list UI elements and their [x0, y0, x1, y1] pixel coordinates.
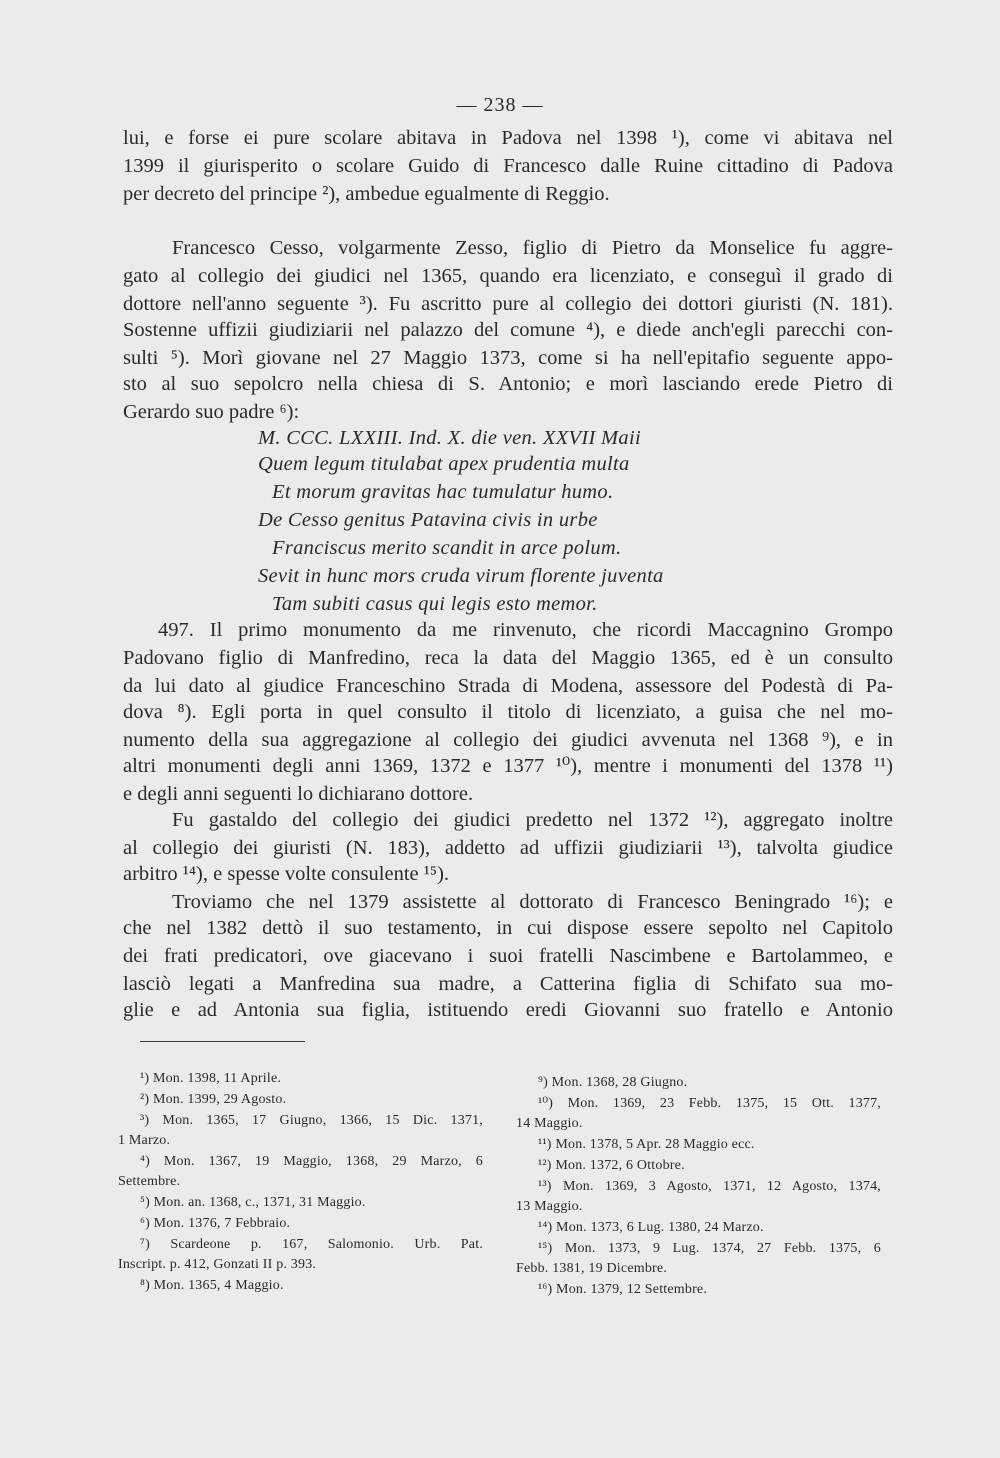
body-line: sulti ⁵). Morì giovane nel 27 Maggio 1373, come si ha nell'epitafio seguente appo- [123, 347, 893, 369]
body-line: Sostenne uffizii giudiziarii nel palazzo del comune ⁴), e diede anch'egli parecchi con- [123, 319, 893, 341]
epitaph-line: Quem legum titulabat apex prudentia multa [258, 453, 630, 475]
body-line: Troviamo che nel 1379 assistette al dottorato di Francesco Beningrado ¹⁶); e [172, 891, 893, 913]
footnote: ³) Mon. 1365, 17 Giugno, 1366, 15 Dic. 1371, [140, 1113, 483, 1128]
body-line: Gerardo suo padre ⁶): [123, 401, 300, 423]
footnote: ⁶) Mon. 1376, 7 Febbraio. [140, 1216, 291, 1231]
body-line: Padovano figlio di Manfredino, reca la data del Maggio 1365, ed è un consulto [123, 647, 893, 669]
footnote: ²) Mon. 1399, 29 Agosto. [140, 1092, 287, 1107]
footnote-continuation: Febb. 1381, 19 Dicembre. [516, 1261, 667, 1276]
epitaph-line: Et morum gravitas hac tumulatur humo. [272, 481, 614, 503]
body-line: che nel 1382 dettò il suo testamento, in cui dispose essere sepolto nel Capitolo [123, 917, 893, 939]
footnote: ⁵) Mon. an. 1368, c., 1371, 31 Maggio. [140, 1195, 366, 1210]
footnote: ⁷) Scardeone p. 167, Salomonio. Urb. Pat. [140, 1237, 483, 1252]
footnote: ¹³) Mon. 1369, 3 Agosto, 1371, 12 Agosto, 1374, [538, 1179, 881, 1194]
epitaph-line: De Cesso genitus Patavina civis in urbe [258, 509, 598, 531]
footnote-separator [140, 1041, 305, 1042]
body-line: al collegio dei giuristi (N. 183), addetto ad uffizii giudiziarii ¹³), talvolta giudice [123, 837, 893, 859]
footnote: ⁴) Mon. 1367, 19 Maggio, 1368, 29 Marzo, 6 [140, 1154, 483, 1169]
page-number: — 238 — [456, 94, 544, 116]
body-line: altri monumenti degli anni 1369, 1372 e 1377 ¹⁰), mentre i monumenti del 1378 ¹¹) [123, 755, 893, 777]
footnote: ¹⁵) Mon. 1373, 9 Lug. 1374, 27 Febb. 1375, 6 [538, 1241, 881, 1256]
body-line: sto al suo sepolcro nella chiesa di S. Antonio; e morì lasciando erede Pietro di [123, 373, 893, 395]
footnote: ⁸) Mon. 1365, 4 Maggio. [140, 1278, 284, 1293]
body-line: Fu gastaldo del collegio dei giudici predetto nel 1372 ¹²), aggregato inoltre [172, 809, 893, 831]
footnote: ¹²) Mon. 1372, 6 Ottobre. [538, 1158, 685, 1173]
body-line: dottore nell'anno seguente ³). Fu ascritto pure al collegio dei dottori giuristi (N. 181). [123, 293, 893, 315]
footnote-continuation: 13 Maggio. [516, 1199, 583, 1214]
footnote: ¹¹) Mon. 1378, 5 Apr. 28 Maggio ecc. [538, 1137, 755, 1152]
footnote-continuation: 1 Marzo. [118, 1133, 171, 1148]
body-line: glie e ad Antonia sua figlia, istituendo eredi Giovanni suo fratello e Antonio [123, 999, 893, 1021]
body-line: arbitro ¹⁴), e spesse volte consulente ¹⁵). [123, 863, 450, 885]
epitaph-line: M. CCC. LXXIII. Ind. X. die ven. XXVII Maii [258, 427, 641, 449]
body-line: per decreto del principe ²), ambedue egualmente di Reggio. [123, 183, 610, 205]
body-line: 497. Il primo monumento da me rinvenuto, che ricordi Maccagnino Grompo [158, 619, 893, 641]
epitaph-line: Sevit in hunc mors cruda virum florente juventa [258, 565, 664, 587]
body-line: e degli anni seguenti lo dichiarano dottore. [123, 783, 474, 805]
body-line: 1399 il giurisperito o scolare Guido di Francesco dalle Ruine cittadino di Padova [123, 155, 893, 177]
body-line: Francesco Cesso, volgarmente Zesso, figlio di Pietro da Monselice fu aggre- [172, 237, 893, 259]
footnote-continuation: Inscript. p. 412, Gonzati II p. 393. [118, 1257, 317, 1272]
epitaph-line: Franciscus merito scandit in arce polum. [272, 537, 622, 559]
footnote: ¹⁴) Mon. 1373, 6 Lug. 1380, 24 Marzo. [538, 1220, 764, 1235]
body-line: numento della sua aggregazione al collegio dei giudici avvenuta nel 1368 ⁹), e in [123, 729, 893, 751]
body-line: dova ⁸). Egli porta in quel consulto il titolo di licenziato, a guisa che nel mo- [123, 701, 893, 723]
footnote: ¹) Mon. 1398, 11 Aprile. [140, 1071, 282, 1086]
footnote-continuation: Settembre. [118, 1174, 181, 1189]
footnote: ⁹) Mon. 1368, 28 Giugno. [538, 1075, 688, 1090]
body-line: dei frati predicatori, ove giacevano i suoi fratelli Nascimbene e Bartolammeo, e [123, 945, 893, 967]
body-line: lasciò legati a Manfredina sua madre, a Catterina figlia di Schifato sua mo- [123, 973, 893, 995]
footnote: ¹⁶) Mon. 1379, 12 Settembre. [538, 1282, 708, 1297]
body-line: da lui dato al giudice Franceschino Strada di Modena, assessore del Podestà di Pa- [123, 675, 893, 697]
body-line: lui, e forse ei pure scolare abitava in Padova nel 1398 ¹), come vi abitava nel [123, 127, 893, 149]
body-line: gato al collegio dei giudici nel 1365, quando era licenziato, e conseguì il grado di [123, 265, 893, 287]
footnote: ¹⁰) Mon. 1369, 23 Febb. 1375, 15 Ott. 1377, [538, 1096, 881, 1111]
epitaph-line: Tam subiti casus qui legis esto memor. [272, 593, 598, 615]
footnote-continuation: 14 Maggio. [516, 1116, 583, 1131]
